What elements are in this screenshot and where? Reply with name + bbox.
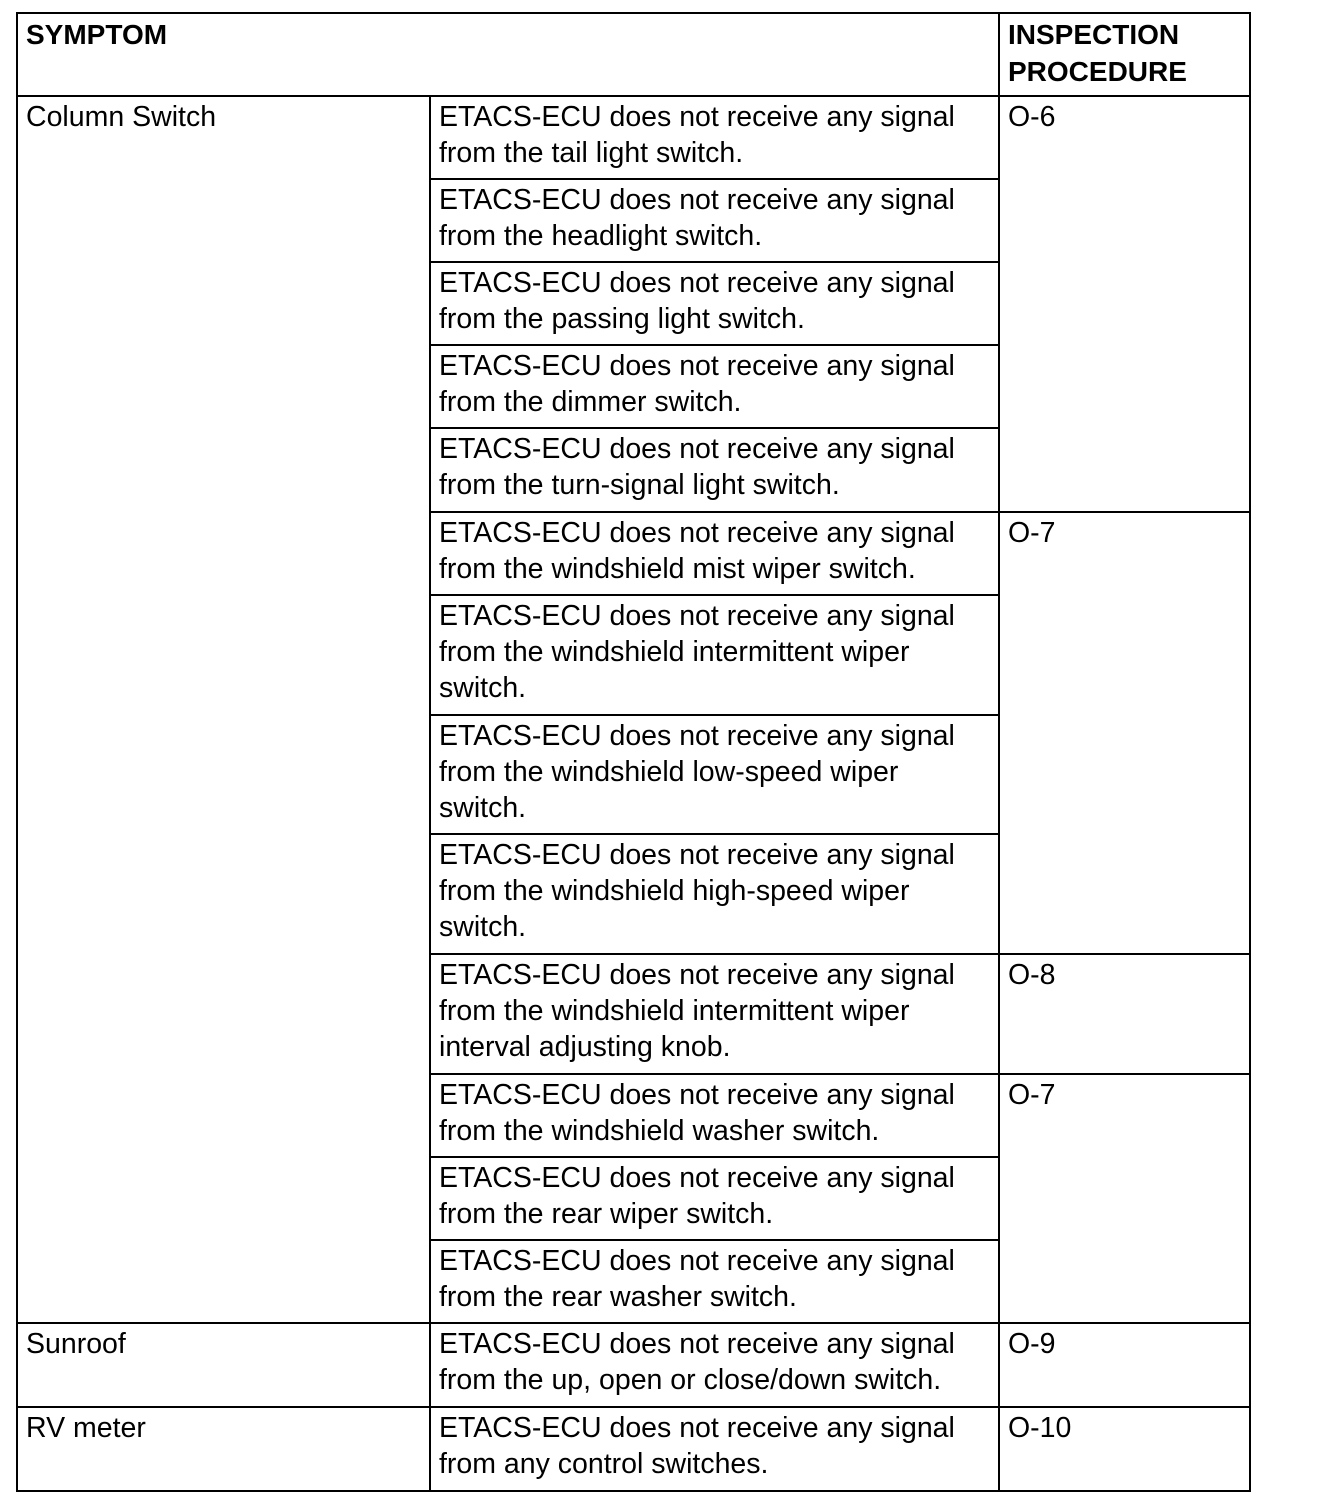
procedure-code: O-6 xyxy=(1008,101,1056,133)
row-description: ETACS-ECU does not receive any signal from the up, open or close/down switch. xyxy=(439,1328,955,1396)
group-label: RV meter xyxy=(26,1412,146,1444)
procedure-cell xyxy=(998,1322,1251,1408)
group-label: Column Switch xyxy=(26,101,217,133)
table-row xyxy=(429,344,1000,429)
table-row xyxy=(429,714,1000,835)
table-row xyxy=(429,1406,1000,1492)
group-column-switch xyxy=(16,95,431,1324)
table-row xyxy=(429,1156,1000,1241)
row-description: ETACS-ECU does not receive any signal from the windshield low-speed wiper switch. xyxy=(439,720,955,824)
procedure-code: O-9 xyxy=(1008,1328,1056,1360)
procedure-code: O-8 xyxy=(1008,959,1056,991)
symptom-table xyxy=(16,12,1251,1492)
table-row xyxy=(429,178,1000,263)
procedure-code: O-7 xyxy=(1008,1079,1056,1111)
row-description: ETACS-ECU does not receive any signal from the headlight switch. xyxy=(439,184,955,252)
procedure-cell xyxy=(998,511,1251,955)
table-row xyxy=(429,95,1000,180)
row-description: ETACS-ECU does not receive any signal from the windshield high-speed wiper switch. xyxy=(439,839,955,943)
row-description: ETACS-ECU does not receive any signal from the windshield intermittent wiper switch. xyxy=(439,600,955,704)
row-description: ETACS-ECU does not receive any signal from the tail light switch. xyxy=(439,101,955,169)
procedure-cell xyxy=(998,95,1251,513)
row-description: ETACS-ECU does not receive any signal from the windshield intermittent wiper interval adjusting knob. xyxy=(439,959,955,1063)
procedure-cell xyxy=(998,953,1251,1075)
row-description: ETACS-ECU does not receive any signal from the turn-signal light switch. xyxy=(439,433,955,501)
table-row xyxy=(429,261,1000,346)
row-description: ETACS-ECU does not receive any signal from the dimmer switch. xyxy=(439,350,955,418)
group-sunroof xyxy=(16,1322,431,1408)
table-row xyxy=(429,1322,1000,1408)
row-description: ETACS-ECU does not receive any signal from the windshield washer switch. xyxy=(439,1079,955,1147)
row-description: ETACS-ECU does not receive any signal from the rear wiper switch. xyxy=(439,1162,955,1230)
header-procedure-cell xyxy=(998,12,1251,97)
header-symptom-cell xyxy=(16,12,1000,97)
table-row xyxy=(429,594,1000,716)
procedure-cell xyxy=(998,1406,1251,1492)
row-description: ETACS-ECU does not receive any signal from the passing light switch. xyxy=(439,267,955,335)
group-label: Sunroof xyxy=(26,1328,126,1360)
row-description: ETACS-ECU does not receive any signal from the rear washer switch. xyxy=(439,1245,955,1313)
table-row xyxy=(429,427,1000,513)
table-row xyxy=(429,1239,1000,1324)
row-description: ETACS-ECU does not receive any signal from the windshield mist wiper switch. xyxy=(439,517,955,585)
group-rv-meter xyxy=(16,1406,431,1492)
procedure-cell xyxy=(998,1073,1251,1324)
header-procedure: INSPECTION PROCEDURE xyxy=(1008,19,1187,87)
row-description: ETACS-ECU does not receive any signal from any control switches. xyxy=(439,1412,955,1480)
procedure-code: O-7 xyxy=(1008,517,1056,549)
header-symptom: SYMPTOM xyxy=(26,19,168,50)
table-row xyxy=(429,953,1000,1075)
procedure-code: O-10 xyxy=(1008,1412,1072,1444)
table-row xyxy=(429,511,1000,596)
table-row xyxy=(429,833,1000,955)
table-row xyxy=(429,1073,1000,1158)
